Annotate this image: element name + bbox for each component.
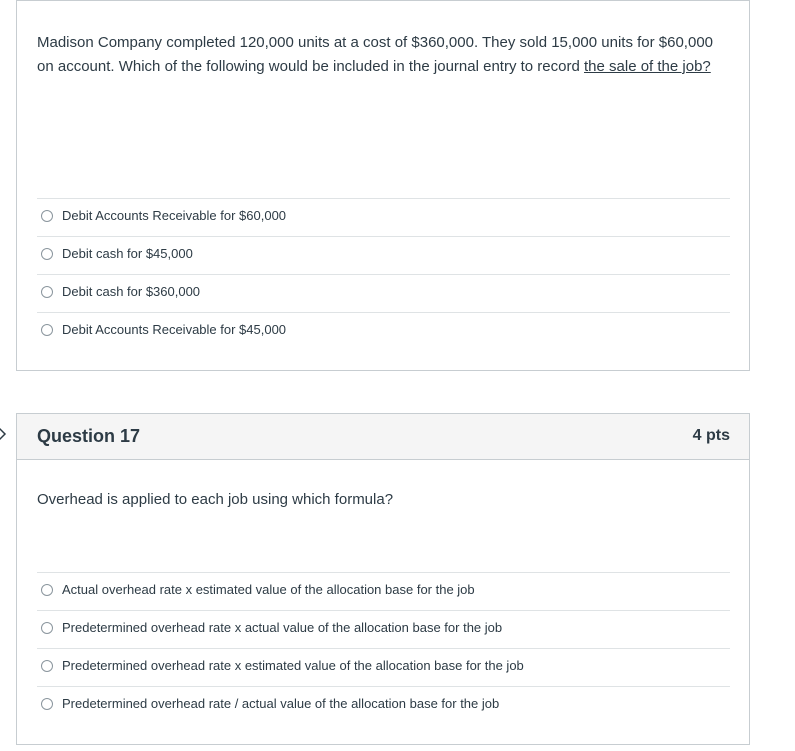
answer-option[interactable] (37, 236, 730, 274)
answer-option[interactable] (37, 686, 730, 724)
question-17-answer-list (37, 572, 730, 724)
radio-button-icon[interactable] (41, 698, 53, 710)
answer-label[interactable]: Debit cash for $45,000 (62, 246, 193, 261)
question-title: Question 17 (37, 426, 141, 446)
answer-option[interactable] (37, 610, 730, 648)
answer-label[interactable]: Actual overhead rate x estimated value of the allocation base for the job (62, 582, 475, 597)
chevron-right-icon[interactable] (0, 427, 7, 441)
question-17-header (17, 414, 749, 460)
answer-option[interactable] (37, 198, 730, 236)
question-16-underlined-text: the sale of the job? (584, 58, 711, 75)
question-16-text (37, 31, 719, 79)
answer-label[interactable]: Predetermined overhead rate x actual value of the allocation base for the job (62, 620, 503, 635)
radio-button-icon[interactable] (41, 622, 53, 634)
answer-label[interactable]: Debit Accounts Receivable for $60,000 (62, 208, 287, 223)
answer-option[interactable] (37, 648, 730, 686)
question-16-text-main: Madison Company completed 120,000 units at a cost of $360,000. They sold 15,000 units for $60,000 on account. Which of the following would be included in the journal entry to record (37, 34, 714, 75)
answer-label[interactable]: Predetermined overhead rate x estimated value of the allocation base for the job (62, 658, 524, 673)
answer-label[interactable]: Debit Accounts Receivable for $45,000 (62, 322, 287, 337)
question-points: 4 pts (692, 427, 730, 444)
answer-label[interactable]: Debit cash for $360,000 (62, 284, 201, 299)
answer-option[interactable] (37, 274, 730, 312)
answer-option[interactable] (37, 312, 730, 350)
question-16-card (16, 0, 750, 371)
answer-option[interactable] (37, 572, 730, 610)
question-17-text: Overhead is applied to each job using which formula? (37, 491, 394, 508)
answer-label[interactable]: Predetermined overhead rate / actual value of the allocation base for the job (62, 696, 500, 711)
radio-button-icon[interactable] (41, 324, 53, 336)
radio-button-icon[interactable] (41, 248, 53, 260)
radio-button-icon[interactable] (41, 210, 53, 222)
radio-button-icon[interactable] (41, 286, 53, 298)
radio-button-icon[interactable] (41, 584, 53, 596)
question-16-answer-list (37, 198, 730, 350)
question-17-card (16, 413, 750, 745)
radio-button-icon[interactable] (41, 660, 53, 672)
